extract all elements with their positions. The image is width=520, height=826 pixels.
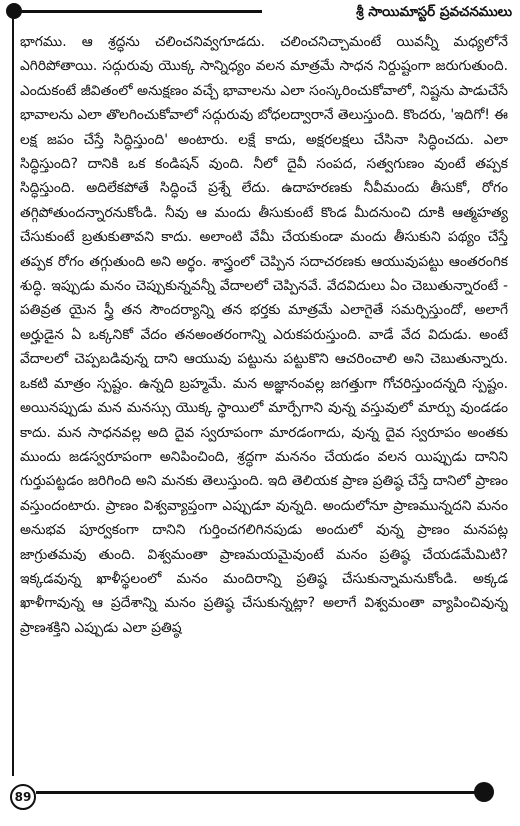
page-body: [20, 30, 508, 776]
footer-rule: [36, 791, 486, 794]
header-rule: [14, 10, 262, 13]
footer-ornament-dot: [474, 782, 494, 802]
page-number: 89: [10, 784, 36, 810]
body-paragraph: భాగము. ఆ శ్రద్ధను చలించనివ్వగూడదు. చలించనిచ్చామంటే యివన్నీ మధ్యలోనే ఎగిరిపోతాయి. సద్గురువు యొక్క సాన్నిధ్యం వలన మాత్రమే సాధన నిర్దుష్టంగా జరుగుతుంది. ఎందుకంటే జీవితంలో అనుక్షణం వచ్చే భావాలను ఎలా సంస్కరించుకోవాలో, నిష్టను పాడుచేసే భావాలను ఎలా తొలగించుకోవాలో సద్గురువు బోధలద్వారానే తెలుస్తుంది. కొందరు, 'ఇదిగో! ఈ లక్ష జపం చేస్తే సిద్ధిస్తుంది' అంటారు. లక్షే కాదు, అక్షరలక్షలు చేసినా సిద్ధించదు. ఎలా సిద్ధిస్తుంది? దానికి ఒక కండిషన్ వుంది. నీలో దైవీ సంపద, సత్వగుణం వుంటే తప్పక సిద్ధిస్తుంది. అదిలేకపోతే సిద్ధించే ప్రశ్నే లేదు. ఉదాహరణకు నీవీమందు తీసుకో, రోగం తగ్గిపోతుందన్నారనుకోండి. నీవు ఆ మందు తీసుకుంటే కొండ మీదనుంచి దూకి ఆత్మహత్య చేసుకుంటే బ్రతుకుతావని కాదు. అలాంటి వేమీ చేయకుండా మందు తీసుకుని పథ్యం చేస్తే తప్పక రోగం తగ్గుతుంది అని అర్థం. శాస్త్రంలో చెప్పిన సదాచరణకు ఆయువుపట్టు ఆంతరంగిక శుద్ధి. ఇప్పుడు మనం చెప్పుకున్నవన్నీ వేదాలలో చెప్పినవే. వేదవిదులు ఏం చెబుతున్నారంటే - పతివ్రత యైన స్త్రీ తన సౌందర్యాన్ని తన భర్తకు మాత్రమే ఎలాగైతే సమర్పిస్తుందో, అలాగే అర్హుడైన ఏ ఒక్కనికో వేదం తనఅంతరంగాన్ని ఎరుకపరుస్తుంది. వాడే వేద విదుడు. అంటే వేదాలలో చెప్పబడివున్న దాని ఆయువు పట్టును పట్టుకొని ఆచరించాలి అని చెబుతున్నారు. ఒకటి మాత్రం స్పష్టం. ఉన్నది బ్రహ్మమే. మన అజ్ఞానంవల్ల జగత్తుగా గోచరిస్తుందన్నది స్పష్టం. అయినప్పుడు మన మనస్సు యొక్క స్థాయిలో మార్పేగాని వున్న వస్తువులో మార్పు వుండడం కాదు. మన సాధనవల్ల అది దైవ స్వరూపంగా మారడంగాదు, వున్న దైవ స్వరూపం అంతకు ముందు జడస్వరూపంగా అనిపించింది, శ్రద్ధగా మననం చేయడం వలన యిప్పుడు దానిని గుర్తుపట్టడం జరిగింది అని మనకు తెలుస్తుంది. ఇది తెలియక ప్రాణ ప్రతిష్ఠ చేస్తే దానిలో ప్రాణం వస్తుందంటారు. ప్రాణం విశ్వవ్యాప్తంగా ఎప్పుడూ వున్నది. అందులోనూ ప్రాణమున్నదని మనం అనుభవ పూర్వకంగా దానిని గుర్తించగలిగినపుడు అందులో వున్న ప్రాణం మనపట్ల జాగ్రుతమవు తుంది. విశ్వమంతా ప్రాణమయమైవుంటే మనం ప్రతిష్ఠ చేయడమేమిటి? ఇక్కడవున్న ఖాళీస్థలంలో మనం మందిరాన్ని ప్రతిష్ఠ చేసుకున్నామనుకోండి. అక్కడ ఖాళీగావున్న ఆ ప్రదేశాన్ని మనం ప్రతిష్ఠ చేసుకున్నట్లా? అలాగే విశ్వమంతా వ్యాపించివున్న ప్రాణశక్తిని ఎప్పుడు ఎలా ప్రతిష్ఠ: [20, 34, 508, 636]
left-margin-rule: [12, 14, 14, 776]
running-header-title: శ్రీ సాయిమాస్టర్ ప్రవచనములు: [356, 4, 512, 20]
